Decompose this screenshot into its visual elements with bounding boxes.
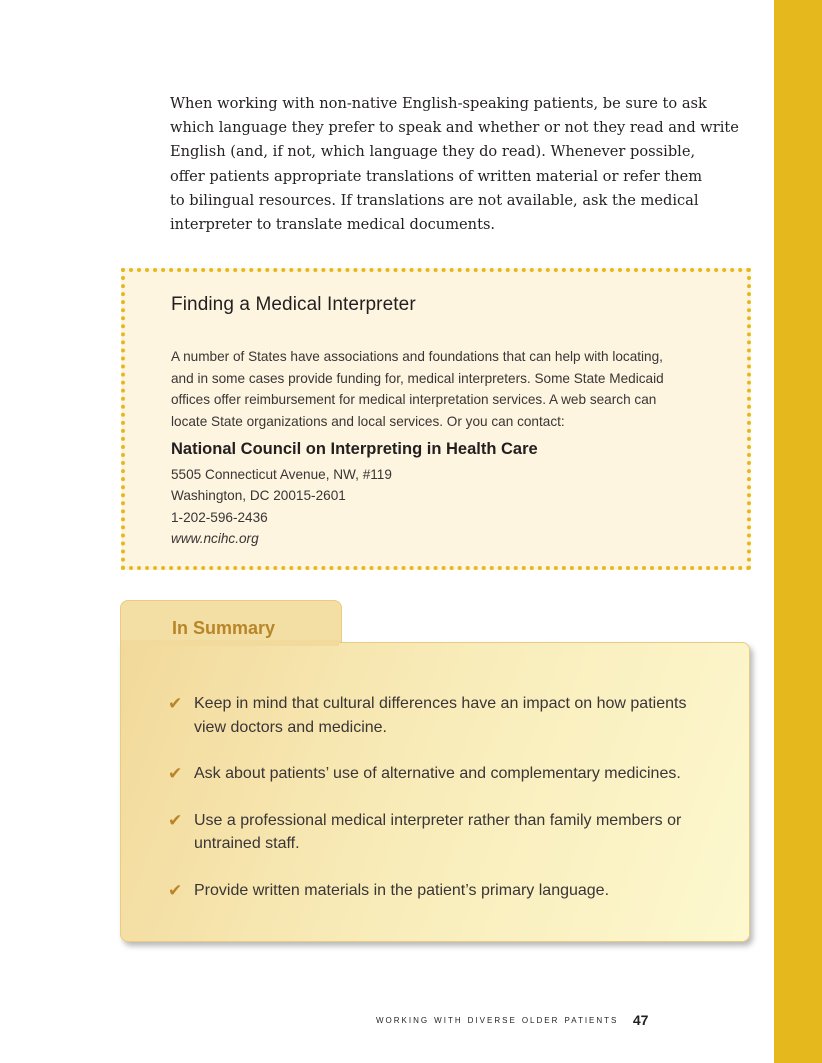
- intro-line: to bilingual resources. If translations are not available, ask the medical: [170, 191, 699, 209]
- org-address-line-2: Washington, DC 20015-2601: [171, 488, 346, 504]
- summary-item-text: view doctors and medicine.: [194, 718, 387, 736]
- intro-line: When working with non-native English-speaking patients, be sure to ask: [170, 95, 707, 112]
- interpreter-callout-box: [121, 268, 751, 570]
- callout-body-line: and in some cases provide funding for, medical interpreters. Some State Medicaid: [171, 370, 664, 386]
- callout-body-line: offices offer reimbursement for medical interpretation services. A web search can: [171, 392, 657, 407]
- summary-box: [120, 600, 750, 942]
- callout-title: Finding a Medical Interpreter: [171, 294, 416, 315]
- summary-item-text: untrained staff.: [194, 835, 300, 852]
- org-address-line-1: 5505 Connecticut Avenue, NW, #119: [171, 467, 392, 482]
- intro-line: interpreter to translate medical documents.: [170, 216, 496, 234]
- page-footer: [376, 1011, 726, 1029]
- callout-body-line: A number of States have associations and foundations that can help with locating,: [171, 349, 663, 364]
- org-name: National Council on Interpreting in Health Care: [171, 440, 538, 458]
- summary-item-text: Provide written materials in the patient’s primary language.: [194, 881, 610, 899]
- summary-item-text: Use a professional medical interpreter rather than family members or: [194, 811, 682, 829]
- page-number: 47: [632, 1011, 649, 1028]
- intro-line: offer patients appropriate translations of written material or refer them: [170, 167, 703, 185]
- summary-tab-join: [121, 640, 339, 646]
- checkmark-icon: ✔: [168, 880, 183, 900]
- callout-body-line: locate State organizations and local services. Or you can contact:: [171, 413, 565, 429]
- summary-item: [168, 762, 728, 786]
- checkmark-icon: ✔: [168, 810, 183, 830]
- org-contact: [171, 464, 392, 550]
- running-footer-title: working with diverse older patients: [376, 1013, 619, 1026]
- summary-title: In Summary: [172, 618, 276, 638]
- summary-item-text: Keep in mind that cultural differences have an impact on how patients: [194, 695, 687, 712]
- summary-item-text: Ask about patients’ use of alternative and complementary medicines.: [194, 765, 681, 782]
- summary-item: [168, 692, 728, 739]
- org-phone: 1-202-596-2436: [171, 509, 268, 525]
- summary-item: [168, 809, 728, 856]
- summary-item: [168, 879, 728, 903]
- side-color-bar: [774, 0, 822, 1063]
- intro-line: which language they prefer to speak and whether or not they read and write: [170, 119, 739, 137]
- checkmark-icon: ✔: [168, 694, 183, 713]
- intro-line: English (and, if not, which language they do read). Whenever possible,: [170, 143, 696, 161]
- summary-list: [168, 692, 728, 925]
- checkmark-icon: ✔: [168, 764, 183, 783]
- callout-body: [171, 346, 731, 432]
- org-website-link[interactable]: www.ncihc.org: [171, 531, 259, 547]
- intro-paragraph: [170, 92, 739, 237]
